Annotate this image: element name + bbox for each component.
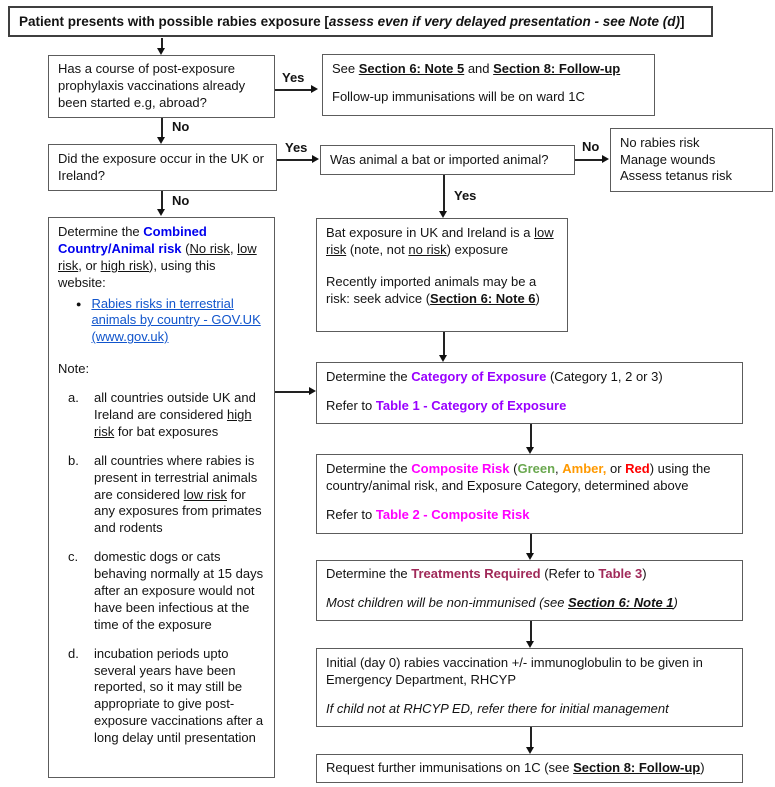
box-composite-risk <box>316 454 743 534</box>
connector-batexposure-to-category <box>443 332 445 356</box>
text-run: ), using this website: <box>58 257 216 290</box>
note-label: Note: <box>58 361 90 377</box>
text-run: (Refer to <box>540 566 599 581</box>
text-run: low risk <box>326 225 554 257</box>
text-run: and <box>464 61 494 76</box>
connector-uk-yes <box>277 159 312 161</box>
no-risk-line-1: No rabies risk <box>620 134 700 150</box>
box-pep-yes-outcome <box>322 54 655 116</box>
arrowhead-pep-no <box>157 137 165 144</box>
edge-label-no-bat: No <box>582 139 600 154</box>
text-run: Refer to <box>326 397 376 413</box>
box-uk-question <box>48 144 277 191</box>
text-run: Section 6: Note 6 <box>430 290 536 306</box>
text-run: ( <box>509 461 518 476</box>
text-run: Determine the <box>326 461 412 476</box>
edge-label-yes-uk: Yes <box>285 140 308 155</box>
bat-question-text <box>330 152 565 169</box>
text-run: domestic dogs or cats behaving normally at 15 days after an exposure would not have been infectious at the time of the exposure <box>94 549 264 632</box>
text-run: Table 1 - Category of Exposure <box>375 397 567 413</box>
arrowhead-uk-no <box>157 209 165 216</box>
connector-category-to-composite <box>530 424 532 448</box>
box-no-risk-outcome <box>610 128 773 192</box>
box-initial-vaccination <box>316 648 743 727</box>
treatments-line2 <box>326 595 733 612</box>
note-item-a <box>58 390 265 441</box>
text-run: Section 6: Note 5 <box>358 61 465 76</box>
arrowhead-combined-to-category <box>309 387 316 395</box>
composite-line1 <box>326 461 733 495</box>
text-run: Bat exposure in UK and Ireland is a <box>326 225 535 240</box>
text-run: high risk <box>100 257 150 273</box>
note-text-c <box>94 549 265 633</box>
text-run: Has a course of post-exposure prophylaxis vaccinations already been started e.g, abroad? <box>58 61 246 110</box>
text-run: all countries where rabies is present in terrestrial animals are considered <box>94 452 258 502</box>
text-run: Amber, <box>562 461 607 476</box>
note-marker-a: a. <box>68 390 79 406</box>
uk-question-text <box>58 151 267 185</box>
arrowhead-treatments-to-initial <box>526 641 534 648</box>
text-run: incubation periods upto several years have been reported, so it may still be appropriate to give post-exposure vaccinations after a long delay until presentation <box>94 645 264 746</box>
connector-treatments-to-initial <box>530 621 532 642</box>
pep-question-text <box>58 61 265 112</box>
note-marker-b: b. <box>68 452 79 468</box>
note-text-b <box>94 453 265 537</box>
pep-yes-line2 <box>332 89 645 106</box>
govuk-link-bullet <box>58 296 265 347</box>
text-run: Category of Exposure <box>411 369 547 384</box>
text-run: Determine the <box>326 369 412 384</box>
connector-initial-to-request <box>530 727 532 748</box>
box-request-followup <box>316 754 743 783</box>
connector-bat-no <box>575 159 603 161</box>
text-run: See <box>332 61 359 76</box>
note-text-a <box>94 390 265 441</box>
edge-label-yes-pep: Yes <box>282 70 305 85</box>
text-run: Red <box>625 461 650 476</box>
text-run: Patient presents with possible rabies exposure [ <box>19 13 329 29</box>
arrowhead-category-to-composite <box>526 447 534 454</box>
note-text-d <box>94 646 265 747</box>
title-box <box>8 6 713 37</box>
composite-line2 <box>326 507 733 524</box>
note-marker-d: d. <box>68 645 79 661</box>
arrowhead-bat-yes <box>439 211 447 218</box>
edge-label-no-uk: No <box>172 193 190 208</box>
initial-line2 <box>326 701 733 718</box>
no-risk-line-3: Assess tetanus risk <box>620 168 732 184</box>
arrowhead-composite-to-treatments <box>526 553 534 560</box>
text-run: Request further immunisations on 1C (see <box>326 760 574 776</box>
text-run: Combined Country/Animal risk <box>58 224 207 256</box>
text-run: ) <box>642 566 647 581</box>
text-run: Did the exposure occur in the UK or Ireland? <box>58 150 264 183</box>
text-run: ] <box>680 13 685 29</box>
text-run: ) exposure <box>446 241 509 257</box>
edge-label-no-pep: No <box>172 119 190 134</box>
text-run: high risk <box>94 407 252 439</box>
text-run: Initial (day 0) rabies vaccination +/- immunoglobulin to be given in Emergency Department, RHCYP <box>326 655 703 687</box>
arrowhead-pep-yes <box>311 85 318 93</box>
connector-combined-to-category <box>275 391 310 393</box>
text-run: , <box>229 240 238 256</box>
note-item-d <box>58 646 265 747</box>
text-run: all countries outside UK and Ireland are considered <box>94 390 256 423</box>
text-run: Table 3 <box>598 566 643 581</box>
box-bat-exposure <box>316 218 568 332</box>
text-run: Section 8: Follow-up <box>573 760 701 776</box>
text-run: (note, not <box>346 241 409 257</box>
arrowhead-uk-yes <box>312 155 319 163</box>
category-line1 <box>326 369 733 386</box>
request-followup-text <box>326 760 733 777</box>
box-treatments-required <box>316 560 743 621</box>
text-run: Recently imported animals may be a risk: seek advice ( <box>326 273 537 306</box>
page-title <box>19 13 685 31</box>
box-bat-question <box>320 145 575 175</box>
text-run: , or <box>78 257 101 273</box>
text-run: ) <box>700 760 705 776</box>
text-run: Determine the <box>58 224 144 239</box>
text-run: Was animal a bat or imported animal? <box>330 151 549 167</box>
arrowhead-title-to-pep <box>157 48 165 55</box>
text-run: Follow-up immunisations will be on ward 1C <box>332 88 585 104</box>
bat-exposure-line2 <box>326 274 558 308</box>
no-risk-line-2: Manage wounds <box>620 151 716 167</box>
connector-uk-no <box>161 191 163 210</box>
combined-risk-intro <box>58 224 265 292</box>
treatments-line1 <box>326 566 733 583</box>
text-run: Table 2 - Composite Risk <box>375 506 530 522</box>
govuk-link-text[interactable] <box>91 296 265 347</box>
text-run: Green <box>517 461 556 476</box>
text-run: low risk <box>58 240 257 273</box>
initial-line1 <box>326 655 733 689</box>
arrowhead-initial-to-request <box>526 747 534 754</box>
note-marker-c: c. <box>68 549 79 565</box>
govuk-link[interactable]: Rabies risks in terrestrial animals by country - GOV.UK (www.gov.uk) <box>91 295 261 345</box>
pep-yes-line1 <box>332 61 645 78</box>
text-run: or <box>606 461 626 476</box>
edge-label-yes-bat: Yes <box>454 188 477 203</box>
text-run: (Category 1, 2 or 3) <box>546 369 663 384</box>
note-item-b <box>58 453 265 537</box>
bat-exposure-line1 <box>326 225 558 259</box>
text-run: Section 6: Note 1 <box>568 594 674 610</box>
note-item-c <box>58 549 265 633</box>
text-run: ) <box>535 290 540 306</box>
text-run: ( <box>181 240 190 256</box>
text-run: Treatments Required <box>411 566 541 581</box>
category-line2 <box>326 398 733 415</box>
text-run: Composite Risk <box>411 461 510 476</box>
connector-pep-no <box>161 118 163 138</box>
connector-composite-to-treatments <box>530 534 532 554</box>
text-run: Section 8: Follow-up <box>493 61 621 76</box>
text-run: Most children will be non-immunised (see <box>326 594 569 610</box>
box-category-of-exposure <box>316 362 743 424</box>
text-run: , <box>555 461 563 476</box>
text-run: Refer to <box>326 506 376 522</box>
connector-bat-yes <box>443 175 445 212</box>
text-run: If child not at RHCYP ED, refer there for initial management <box>326 700 669 716</box>
text-run: assess even if very delayed presentation - see Note (d) <box>328 13 680 29</box>
box-combined-risk <box>48 217 275 778</box>
connector-pep-yes <box>275 89 311 91</box>
text-run: ) <box>673 594 678 610</box>
text-run: low risk <box>183 486 227 502</box>
text-run: ) using the country/animal risk, and Exposure Category, determined above <box>326 461 711 493</box>
text-run: for any exposures from primates and rodents <box>94 486 262 536</box>
text-run: no risk <box>408 241 447 257</box>
text-run: No risk <box>189 240 230 256</box>
arrowhead-bat-no <box>602 155 609 163</box>
arrowhead-batexposure-to-category <box>439 355 447 362</box>
text-run: Determine the <box>326 566 412 581</box>
text-run: for bat exposures <box>114 423 219 439</box>
box-pep-question <box>48 55 275 118</box>
